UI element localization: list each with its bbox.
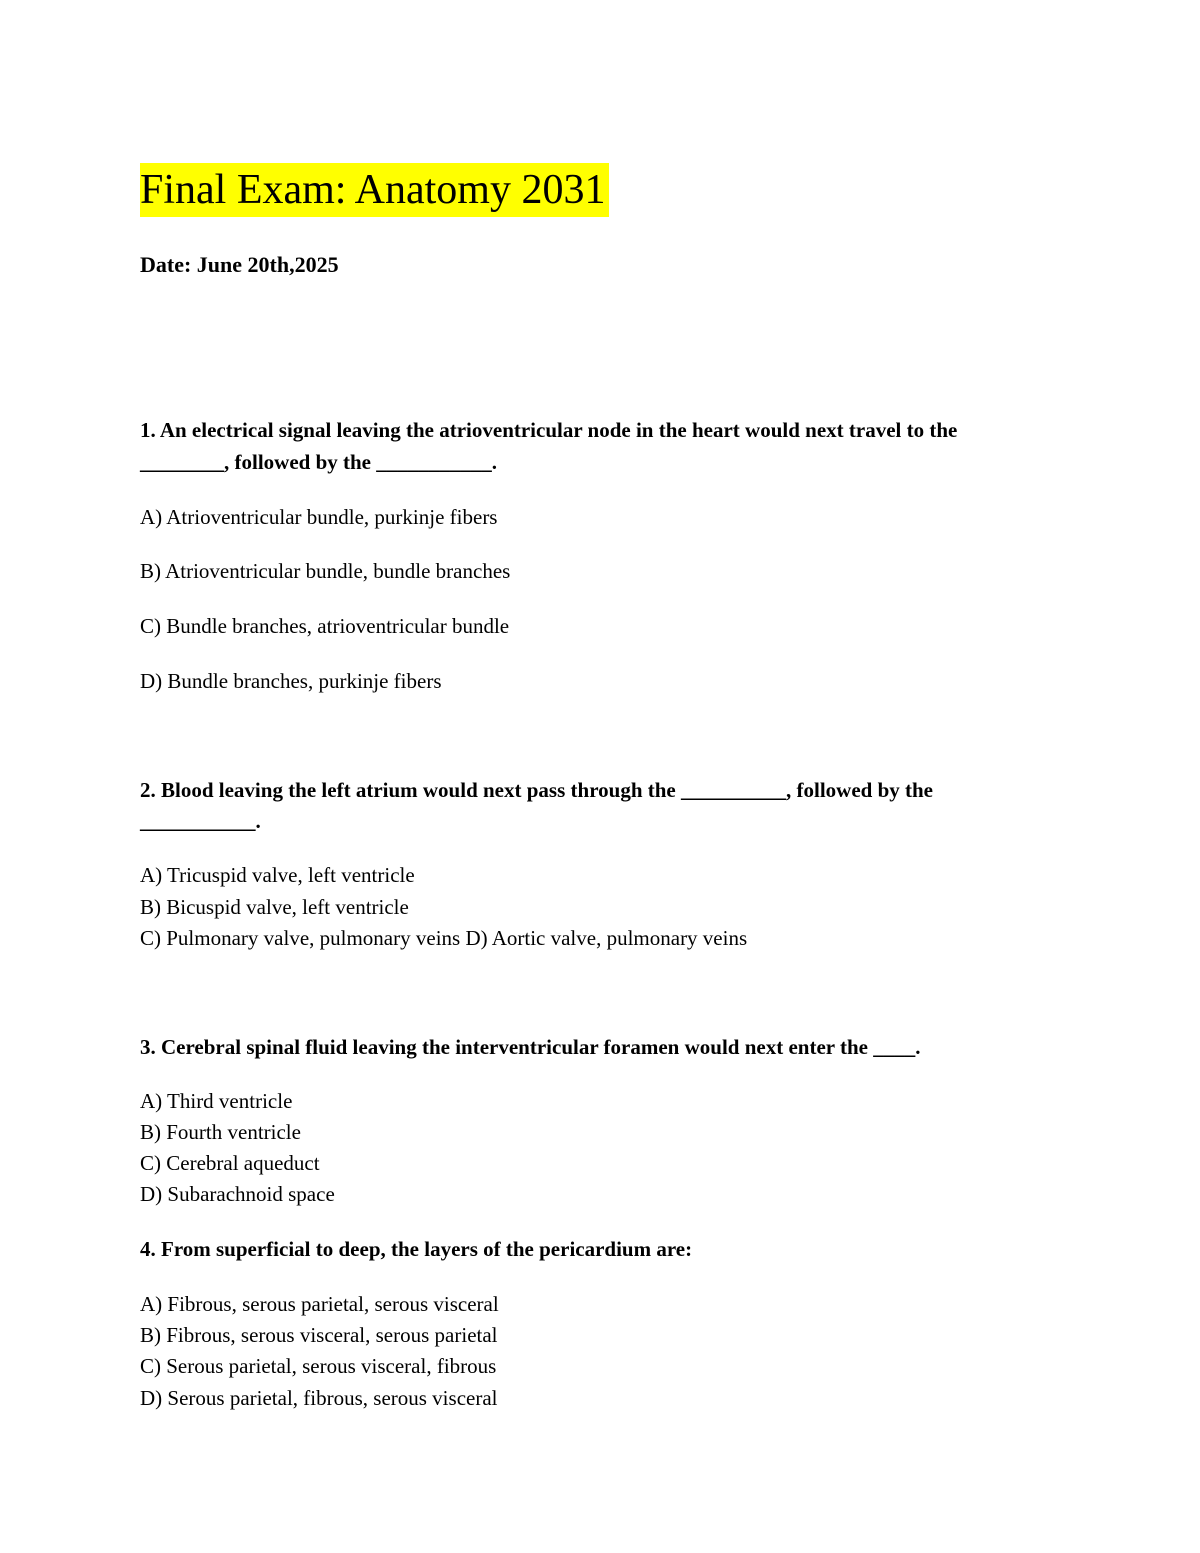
question-3-line-1: 3. Cerebral spinal fluid leaving the interventricular foramen would next enter the ____. bbox=[140, 1035, 921, 1059]
question-1-line-1: 1. An electrical signal leaving the atrioventricular node in the heart would next travel to the bbox=[140, 418, 958, 442]
question-4-option-b: B) Fibrous, serous visceral, serous parietal bbox=[140, 1323, 498, 1347]
question-4-line-1: 4. From superficial to deep, the layers of the pericardium are: bbox=[140, 1237, 693, 1261]
question-1-option-c: C) Bundle branches, atrioventricular bundle bbox=[140, 614, 510, 638]
question-1-option-b: B) Atrioventricular bundle, bundle branches bbox=[140, 559, 511, 583]
question-4-option-c: C) Serous parietal, serous visceral, fibrous bbox=[140, 1354, 497, 1378]
question-2-option-a: A) Tricuspid valve, left ventricle bbox=[140, 863, 415, 887]
question-3-option-d: D) Subarachnoid space bbox=[140, 1182, 335, 1206]
question-4-option-d: D) Serous parietal, fibrous, serous visceral bbox=[140, 1386, 498, 1410]
question-1-option-a: A) Atrioventricular bundle, purkinje fibers bbox=[140, 505, 498, 529]
exam-date: Date: June 20th,2025 bbox=[140, 252, 339, 277]
question-2-line-2: ___________. bbox=[140, 809, 261, 833]
question-3-option-a: A) Third ventricle bbox=[140, 1089, 293, 1113]
question-1-line-2: ________, followed by the ___________. bbox=[140, 450, 497, 474]
page-title: Final Exam: Anatomy 2031 bbox=[140, 163, 609, 217]
question-2-option-c-d: C) Pulmonary valve, pulmonary veins D) Aortic valve, pulmonary veins bbox=[140, 926, 748, 950]
question-4-option-a: A) Fibrous, serous parietal, serous visceral bbox=[140, 1292, 499, 1316]
question-3-option-b: B) Fourth ventricle bbox=[140, 1120, 301, 1144]
question-1-option-d: D) Bundle branches, purkinje fibers bbox=[140, 669, 442, 693]
question-2-line-1: 2. Blood leaving the left atrium would next pass through the __________, followed by the bbox=[140, 778, 933, 802]
question-3-option-c: C) Cerebral aqueduct bbox=[140, 1151, 320, 1175]
question-2-option-b: B) Bicuspid valve, left ventricle bbox=[140, 895, 409, 919]
